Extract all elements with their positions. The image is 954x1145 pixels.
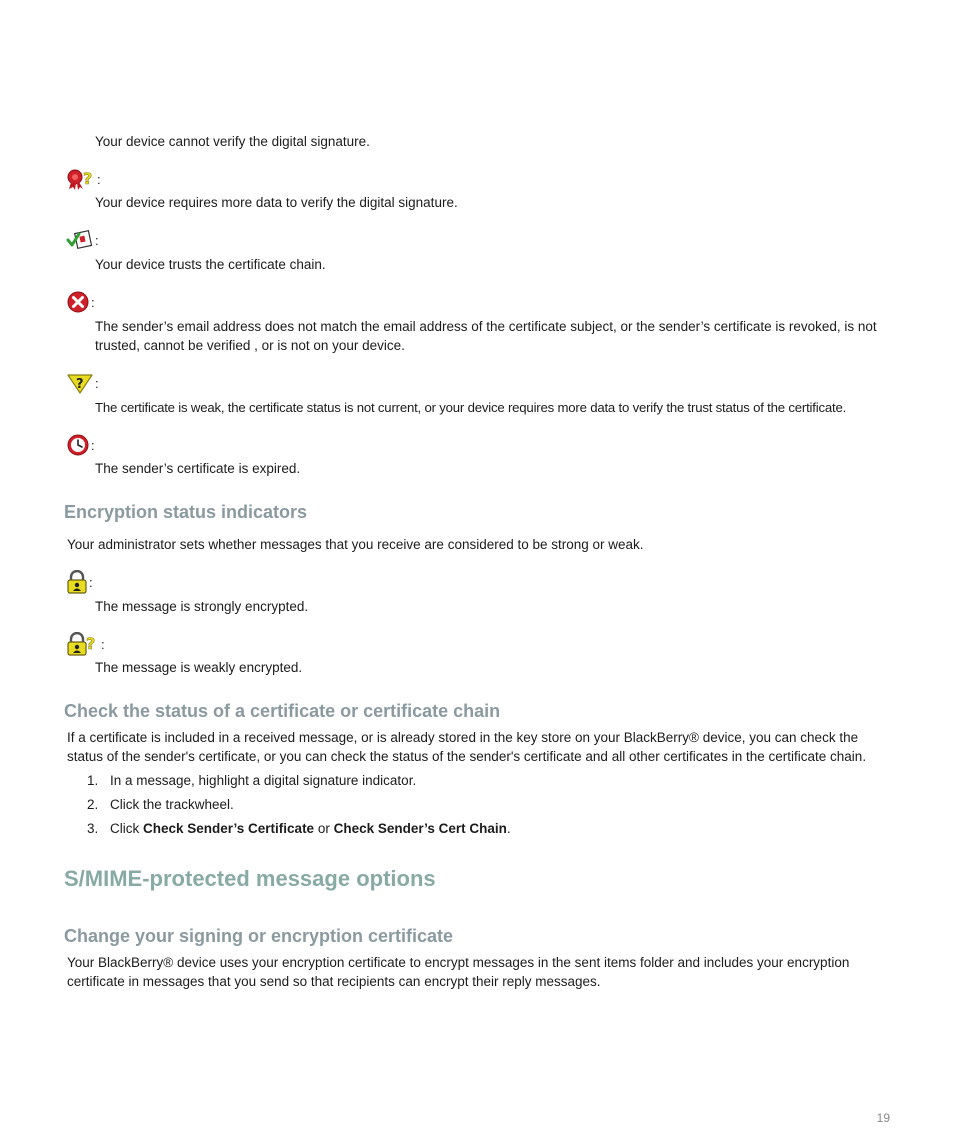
trusted-chain-icon: [66, 229, 94, 251]
page-number: 19: [876, 1111, 890, 1125]
indicator-description: The message is weakly encrypted.: [95, 660, 303, 675]
indicator-icon-row: [66, 228, 99, 252]
section-intro: Your administrator sets whether messages that you receive are considered to be strong or weak.: [67, 537, 644, 552]
step-number: 3.: [87, 821, 99, 836]
indicator-description: The sender’s email address does not match the email address of the certificate subject, or the sender’s certificate is revoked, is not trusted, cannot be verified , or is not on your device.: [95, 319, 877, 353]
step-text: Click: [110, 821, 143, 836]
strong-lock-icon: [66, 570, 88, 594]
step-text: Click the trackwheel.: [110, 797, 234, 812]
colon: :: [91, 294, 95, 310]
indicator-description: The sender’s certificate is expired.: [95, 461, 301, 476]
indicator-description: The message is strongly encrypted.: [95, 599, 309, 614]
chapter-title: S/MIME-protected message options: [64, 866, 436, 891]
colon: :: [89, 574, 93, 590]
step-number: 2.: [87, 797, 99, 812]
section-heading: Change your signing or encryption certificate: [64, 926, 454, 946]
error-x-icon: [66, 290, 90, 314]
weak-certificate-icon: [66, 371, 94, 395]
colon: :: [97, 171, 101, 187]
svg-text:?: ?: [86, 634, 96, 653]
list-item: [87, 819, 887, 843]
weak-lock-icon: [66, 632, 100, 656]
list-item: [87, 795, 887, 819]
indicator-icon-row: [66, 570, 93, 594]
section-heading: Encryption status indicators: [64, 502, 308, 522]
signature-question-icon: [66, 167, 96, 191]
menu-option-name: Check Sender’s Cert Chain: [333, 821, 507, 836]
indicator-description: Your device requires more data to verify the digital signature.: [95, 195, 458, 210]
svg-text:?: ?: [83, 169, 93, 188]
step-text: In a message, highlight a digital signature indicator.: [110, 773, 417, 788]
list-item: [87, 771, 887, 795]
indicator-icon-row: [66, 290, 95, 314]
steps-list: [87, 771, 887, 843]
indicator-icon-row: [66, 433, 95, 457]
section-heading: Check the status of a certificate or certificate chain: [64, 701, 501, 721]
indicator-icon-row: [66, 371, 99, 395]
indicator-description: The certificate is weak, the certificate status is not current, or your device requires more data to verify the trust status of the certificate.: [95, 400, 847, 415]
section-intro: Your BlackBerry® device uses your encryption certificate to encrypt messages in the sent items folder and includes your encryption certificate in messages that you send so that recipients can encrypt their reply messages.: [67, 955, 850, 989]
step-text: or: [314, 821, 334, 836]
colon: :: [101, 636, 105, 652]
indicator-description: Your device trusts the certificate chain.: [95, 257, 326, 272]
svg-text:?: ?: [76, 377, 84, 392]
step-text: .: [506, 821, 511, 836]
indicator-description: Your device cannot verify the digital signature.: [95, 134, 370, 149]
indicator-icon-row: [66, 167, 101, 191]
colon: :: [95, 232, 99, 248]
section-intro: If a certificate is included in a received message, or is already stored in the key store on your BlackBerry® device, you can check the status of the sender's certificate, or you can check the status of the sender's certificate and all other certificates in the certificate chain.: [67, 730, 867, 764]
colon: :: [95, 375, 99, 391]
indicator-icon-row: [66, 632, 105, 656]
expired-clock-icon: [66, 433, 90, 457]
menu-option-name: Check Sender’s Certificate: [143, 821, 315, 836]
step-number: 1.: [87, 773, 99, 788]
colon: :: [91, 437, 95, 453]
